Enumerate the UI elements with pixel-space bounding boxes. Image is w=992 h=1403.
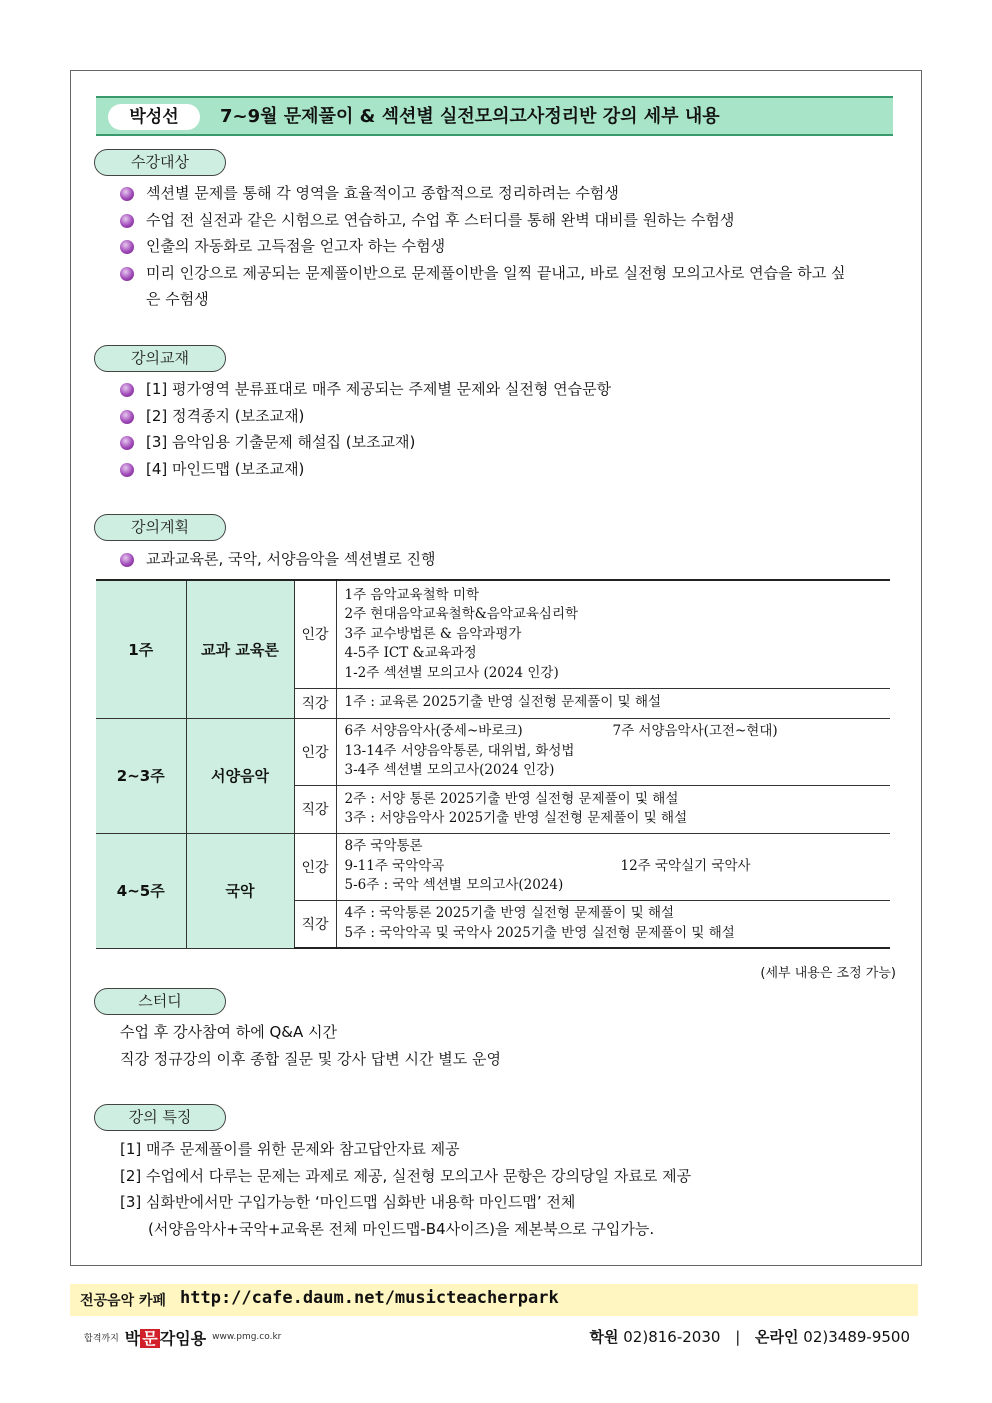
- subject-cell: 국악: [186, 833, 294, 948]
- type-cell: 인강: [294, 833, 336, 900]
- section-label-study: 스터디: [94, 988, 226, 1015]
- logo-wordmark: 박 문 각임용: [124, 1328, 207, 1348]
- subject-cell: 교과 교육론: [186, 580, 294, 718]
- list-item: [1] 평가영역 분류표대로 매주 제공되는 주제별 문제와 실전형 연습문항: [120, 376, 900, 403]
- academy-label: 학원: [589, 1328, 619, 1346]
- bullet-icon: [120, 553, 134, 567]
- cafe-link[interactable]: http://cafe.daum.net/musicteacherpark: [180, 1288, 559, 1308]
- contact-separator: |: [735, 1328, 741, 1346]
- table-row: [96, 718, 890, 785]
- page-title: 7~9월 문제풀이 & 섹션별 실전모의고사정리반 강의 세부 내용: [220, 106, 720, 127]
- table-row: [96, 833, 890, 900]
- plan-intro: [120, 546, 900, 573]
- type-cell: 직강: [294, 900, 336, 948]
- bullet-icon: [120, 410, 134, 424]
- features-text: [120, 1136, 900, 1242]
- study-text: [120, 1019, 900, 1072]
- instructor-name: 박성선: [108, 104, 200, 130]
- content-cell: 6주 서양음악사(중세~바로크) 7주 서양음악사(고전~현대) 13-14주 서양음악통론, 대위법, 화성법 3-4주 섹션별 모의고사(2024 인강): [336, 718, 890, 785]
- content-cell: 4주 : 국악통론 2025기출 반영 실전형 문제풀이 및 해설 5주 : 국악악곡 및 국악사 2025기출 반영 실전형 문제풀이 및 해설: [336, 900, 890, 948]
- cafe-label: 전공음악 카페: [80, 1293, 167, 1309]
- table-row: [96, 580, 890, 688]
- section-label-plan: 강의계획: [94, 514, 226, 541]
- content-cell: 8주 국악통론 9-11주 국악악곡 12주 국악실기 국악사 5-6주 : 국악 섹션별 모의고사(2024): [336, 833, 890, 900]
- adjust-note: (세부 내용은 조정 가능): [760, 966, 896, 981]
- logo-site: www.pmg.co.kr: [212, 1332, 282, 1342]
- study-line: 수업 후 강사참여 하에 Q&A 시간: [120, 1023, 337, 1041]
- feature-line: [1] 매주 문제풀이를 위한 문제와 참고답안자료 제공: [120, 1140, 460, 1158]
- list-item: [2] 정격종지 (보조교재): [120, 403, 900, 430]
- logo-tagline: 합격까지: [84, 1333, 119, 1344]
- bullet-icon: [120, 240, 134, 254]
- bullet-icon: [120, 267, 134, 281]
- academy-phone: 02)816-2030: [623, 1328, 721, 1346]
- list-item: [3] 음악임용 기출문제 해설집 (보조교재): [120, 429, 900, 456]
- cafe-banner: [70, 1284, 918, 1316]
- bullet-icon: [120, 383, 134, 397]
- type-cell: 인강: [294, 580, 336, 688]
- feature-line: [3] 심화반에서만 구입가능한 ‘마인드맵 심화반 내용학 마인드맵’ 전체: [120, 1193, 576, 1211]
- list-item: 섹션별 문제를 통해 각 영역을 효율적이고 종합적으로 정리하려는 수험생: [120, 180, 900, 207]
- type-cell: 직강: [294, 785, 336, 833]
- list-item: 미리 인강으로 제공되는 문제풀이반으로 문제풀이반을 일찍 끝내고, 바로 실전형 모의고사로 연습을 하고 싶: [120, 260, 900, 287]
- list-item: 인출의 자동화로 고득점을 얻고자 하는 수험생: [120, 233, 900, 260]
- contact-info: [589, 1326, 910, 1347]
- week-cell: 2~3주: [96, 718, 186, 833]
- content-cell: 1주 음악교육철학 미학 2주 현대음악교육철학&음악교육심리학 3주 교수방법론 & 음악과평가 4-5주 ICT &교육과정 1-2주 섹션별 모의고사 (2024 인강): [336, 580, 890, 688]
- feature-line: [2] 수업에서 다루는 문제는 과제로 제공, 실전형 모의고사 문항은 강의당일 자료로 제공: [120, 1166, 692, 1185]
- section-label-target: 수강대상: [94, 149, 226, 176]
- plan-table: [96, 579, 890, 949]
- list-item: [4] 마인드맵 (보조교재): [120, 456, 900, 483]
- bullet-icon: [120, 187, 134, 201]
- brand-logo: [84, 1326, 281, 1348]
- bullet-icon: [120, 463, 134, 477]
- online-label: 온라인: [755, 1328, 799, 1346]
- list-item: 수업 전 실전과 같은 시험으로 연습하고, 수업 후 스터디를 통해 완벽 대비를 원하는 수험생: [120, 207, 900, 234]
- type-cell: 직강: [294, 688, 336, 718]
- study-line: 직강 정규강의 이후 종합 질문 및 강사 답변 시간 별도 운영: [120, 1049, 501, 1068]
- list-item: 교과교육론, 국악, 서양음악을 섹션별로 진행: [120, 546, 900, 573]
- materials-list: [120, 376, 900, 482]
- bullet-icon: [120, 214, 134, 228]
- bullet-icon: [120, 436, 134, 450]
- feature-line: (서양음악사+국악+교육론 전체 마인드맵-B4사이즈)을 제본북으로 구입가능.: [148, 1219, 655, 1238]
- week-cell: 1주: [96, 580, 186, 718]
- content-cell: 2주 : 서양 통론 2025기출 반영 실전형 문제풀이 및 해설 3주 : 서양음악사 2025기출 반영 실전형 문제풀이 및 해설: [336, 785, 890, 833]
- section-label-features: 강의 특징: [94, 1104, 226, 1131]
- online-phone: 02)3489-9500: [803, 1328, 910, 1346]
- content-cell: 1주 : 교육론 2025기출 반영 실전형 문제풀이 및 해설: [336, 688, 890, 718]
- type-cell: 인강: [294, 718, 336, 785]
- target-list: [120, 180, 900, 313]
- title-bar: [96, 96, 893, 136]
- list-item-continuation: 은 수험생: [146, 290, 209, 308]
- subject-cell: 서양음악: [186, 718, 294, 833]
- week-cell: 4~5주: [96, 833, 186, 948]
- section-label-materials: 강의교재: [94, 345, 226, 372]
